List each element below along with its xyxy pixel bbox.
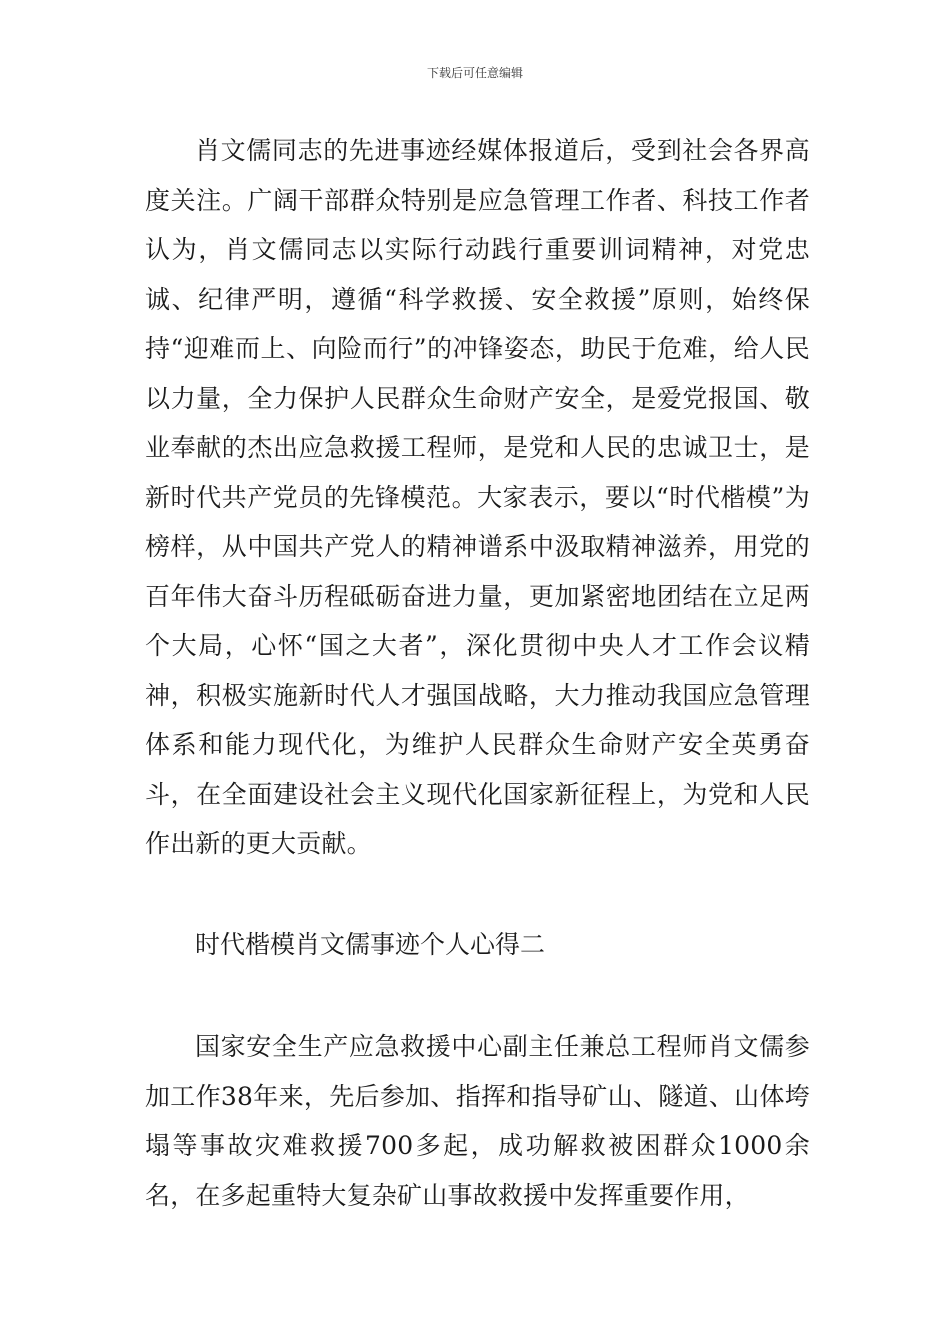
page-header: 下载后可任意编辑 — [426, 66, 523, 80]
paragraph-1: 肖文儒同志的先进事迹经媒体报道后，受到社会各界高度关注。广阔干部群众特别是应急管理工作者、科技工作者认为，肖文儒同志以实际行动践行重要训词精神，对党忠诚、纪律严明，遵循“科学救援、安全救援”原则，始终保持“迎难而上、向险而行”的冲锋姿态，助民于危难，给人民以力量，全力保护人民群众生命财产安全，是爱党报国、敬业奉献的杰出应急救援工程师，是党和人民的忠诚卫士，是新时代共产党员的先锋模范。大家表示，要以“时代楷模”为榜样，从中国共产党人的精神谱系中汲取精神滋养，用党的百年伟大奋斗历程砥砺奋进力量，更加紧密地团结在立足两个大局，心怀“国之大者”，深化贯彻中央人才工作会议精神，积极实施新时代人才强国战略，大力推动我国应急管理体系和能力现代化，为维护人民群众生命财产安全英勇奋斗，在全面建设社会主义现代化国家新征程上，为党和人民作出新的更大贡献。 — [145, 136, 810, 858]
paragraph-2: 国家安全生产应急救援中心副主任兼总工程师肖文儒参加工作38年来，先后参加、指挥和指导矿山、隧道、山体垮塌等事故灾难救援700多起，成功解救被困群众1000余名，在多起重特大复杂矿山事故救援中发挥重要作用， — [145, 1032, 810, 1210]
section-heading: 时代楷模肖文儒事迹个人心得二 — [195, 930, 546, 959]
